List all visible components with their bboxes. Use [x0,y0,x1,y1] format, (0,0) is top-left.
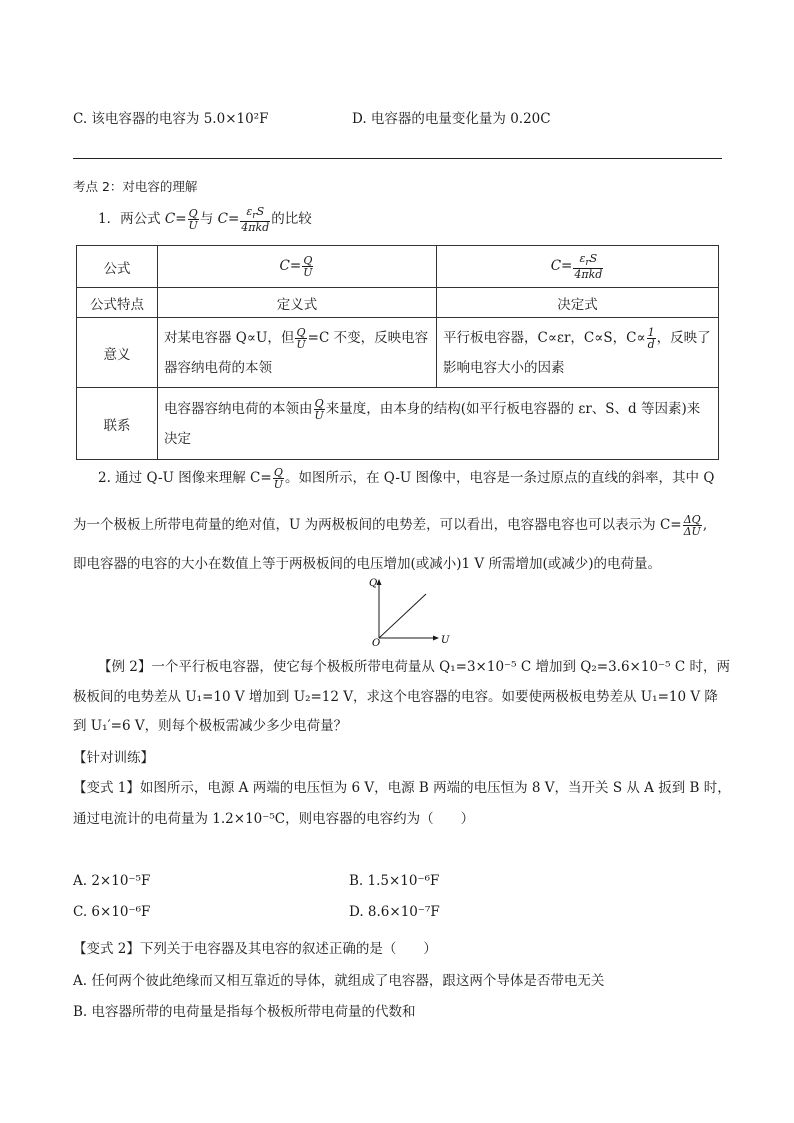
u-axis-label: U [441,635,450,646]
meaning-def-text-a: 对某电容器 Q∝U，但 [164,329,295,346]
table-cell: 决定式 [437,288,719,318]
table-cell-label: 公式 [77,246,158,288]
table-row [77,388,719,460]
item2-line3: 即电容器的电容的大小在数值上等于两极板间的电压增加(或减小)1 V 所需增加(或减少)的电荷量。 [73,556,661,572]
qu-graph [364,576,454,646]
example2-line2: 极板间的电势差从 U₁=10 V 增加到 U₂=12 V，求这个电容器的电容。如要使两极板电势差从 U₁=10 V 降 [73,689,718,705]
section-title: 考点 2：对电容的理解 [73,179,198,194]
table-cell-label: 意义 [77,318,158,388]
example2-line3: 到 U₁′=6 V，则每个极板需减少多少电荷量？ [73,718,348,734]
table-cell-formula-det: C= $\frac{\varepsilon_rS}{\text{4πkd}}$ [437,246,719,288]
variant1-line1: 【变式 1】如图所示，电源 A 两端的电压恒为 6 V，电源 B 两端的电压恒为 8 V，当开关 S 从 A 扳到 B 时， [73,780,731,796]
training-title: 【针对训练】 [73,750,154,766]
table-cell: 定义式 [158,288,437,318]
example2-line1: 【例 2】一个平行板电容器，使它每个极板所带电荷量从 Q₁=3×10⁻⁵ C 增加到 Q₂=3.6×10⁻⁵ C 时，两 [98,659,730,675]
table-cell-formula-def: C= $\frac{Q}{U}$ [158,246,437,288]
meaning-def-text-c: 器容纳电荷的本领 [164,359,272,376]
u-axis-arrow [433,636,439,641]
table-row [77,288,719,318]
table-cell-meaning-def: 对某电容器 Q∝U，但 $\frac{Q}{U}$ =C 不变，反映电容 器容纳电荷的本领 [158,318,437,388]
variant1-option-c: C. 6×10⁻⁶F [73,904,151,920]
variant1-option-a: A. 2×10⁻⁵F [73,873,151,889]
q-axis-label: Q [369,578,378,589]
option-c-top: C. 该电容器的电容为 5.0×10²F [73,111,269,127]
item2-line2: 为一个极板上所带电荷量的绝对值，U 为两极板间的电势差，可以看出，电容器电容也可以表示为 C= $\frac{\Delta Q}{\Delta U}$ , [73,513,708,538]
item1-suffix: 的比较 [271,211,312,227]
q-axis-arrow [377,579,382,585]
formula-comparison-table [76,245,719,460]
option-d-top: D. 电容器的电量变化量为 0.20C [352,111,551,127]
variant2-option-a: A. 任何两个彼此绝缘而又相互靠近的导体，就组成了电容器，跟这两个导体是否带电无关 [73,973,605,989]
table-cell-meaning-det: 平行板电容器，C∝εr，C∝S，C∝ $\frac{1}{d}$ ，反映了 影响电容大小的因素 [437,318,719,388]
variant1-option-b: B. 1.5×10⁻⁶F [349,873,440,889]
meaning-def-text-b: =C 不变，反映电容 [307,329,429,346]
table-header-row [77,246,719,288]
meaning-det-text-b: ，反映了 [656,329,711,346]
table-cell-label: 联系 [77,388,158,460]
meaning-det-text-a: 平行板电容器，C∝εr，C∝S，C∝ [443,329,646,346]
item1-prefix: 1．两公式 [98,211,165,227]
capacitance-line [379,594,426,638]
table-cell-relation: 电容器容纳电荷的本领由 $\frac{Q}{U}$ 来量度，由本身的结构(如平行板电容器的 εr、S、d 等因素)来 决定 [158,388,719,460]
item2-line1-a: 2. 通过 Q-U 图像来理解 C= [98,470,272,486]
item2-line2-a: 为一个极板上所带电荷量的绝对值，U 为两极板间的电势差，可以看出，电容器电容也可以表示为 C= [73,517,682,533]
origin-label: O [372,638,381,646]
section-divider [73,158,722,159]
item2-line1: 2. 通过 Q-U 图像来理解 C= $\frac{Q}{U}$ 。如图所示，在 Q-U 图像中，电容是一条过原点的直线的斜率，其中 Q [98,466,715,491]
variant2-option-b: B. 电容器所带的电荷量是指每个极板所带电荷量的代数和 [73,1004,416,1020]
variant1-option-d: D. 8.6×10⁻⁷F [349,904,440,920]
meaning-det-text-c: 影响电容大小的因素 [443,359,565,376]
relation-text-a: 电容器容纳电荷的本领由 [164,400,313,417]
table-row [77,318,719,388]
variant1-line2: 通过电流计的电荷量为 1.2×10⁻⁵C，则电容器的电容约为（ ） [73,811,475,827]
relation-text-b: 来量度，由本身的结构(如平行板电容器的 εr、S、d 等因素)来 [325,400,701,417]
variant2-line1: 【变式 2】下列关于电容器及其电容的叙述正确的是（ ） [73,941,437,957]
relation-text-c: 决定 [164,430,191,447]
item2-line1-b: 。如图所示，在 Q-U 图像中，电容是一条过原点的直线的斜率，其中 Q [284,470,715,486]
table-cell-label: 公式特点 [77,288,158,318]
item1-heading: 1．两公式 C= $\frac{Q}{U}$ 与 C= $\frac{\varepsilon_rS}{\text{4πkd}}$ 的比较 [98,204,312,235]
